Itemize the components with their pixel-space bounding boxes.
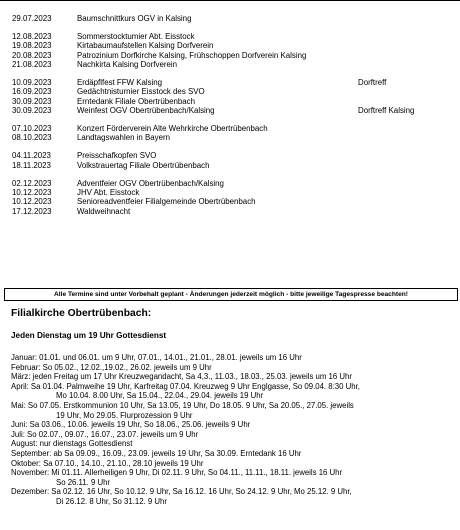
event-desc: Nachkirta Kalsing Dorfverein <box>77 59 177 69</box>
event-desc: Sommerstocktumier Abt. Eisstock <box>77 32 195 42</box>
schedule-line: Mo 10.04. 8.00 Uhr, Sa 15.04., 22.04., 29.04. jeweils 19 Uhr <box>56 391 264 401</box>
mass-schedule <box>11 353 457 507</box>
event-date: 08.10.2023 <box>12 133 52 143</box>
event-row <box>12 161 460 170</box>
event-row <box>12 106 460 115</box>
schedule-line: März: jeden Freitag um 17 Uhr Kreuzwegandacht, Sa 4,3., 11.03., 18.03., 25.03. jeweils um 16 Uhr <box>11 372 352 382</box>
weekly-service: Jeden Dienstag um 19 Uhr Gottesdienst <box>11 331 167 340</box>
schedule-line: September: ab Sa 09.09., 16.09., 23.09. jeweils 19 Uhr, Sa 30.09. Erntedank 16 Uhr <box>11 448 302 458</box>
schedule-line: April: Sa 01.04. Palmweihe 19 Uhr, Karfreitag 07.04. Kreuzweg 9 Uhr Englgasse, So 09.04. 8:30 Uhr, <box>11 381 360 391</box>
event-group <box>12 124 460 143</box>
event-desc: Landtagswahlen in Bayern <box>77 133 171 143</box>
event-date: 10.12.2023 <box>12 188 52 198</box>
event-date: 04.11.2023 <box>12 151 51 161</box>
event-date: 21.08.2023 <box>12 59 52 69</box>
event-row <box>12 97 460 106</box>
event-desc: Kirtabaumaufstellen Kalsing Dorfverein <box>77 41 214 51</box>
event-row <box>12 124 460 133</box>
event-group <box>12 151 460 170</box>
top-rule <box>0 0 460 1</box>
schedule-line: Dezember: Sa 02.12. 16 Uhr, So 10.12. 9 Uhr, Sa 16.12. 16 Uhr, So 24.12. 9 Uhr, Mo 25.12. 9 Uhr, <box>11 487 352 497</box>
events-list <box>12 14 460 225</box>
event-group <box>12 78 460 115</box>
event-group <box>12 14 460 23</box>
event-desc: JHV Abt. Eisstock <box>77 188 140 198</box>
event-desc: Erdäpflfest FFW Kalsing <box>77 78 163 88</box>
event-desc: Weinfest OGV Obertrübenbach/Kalsing <box>77 105 215 115</box>
event-desc: Volkstrauertag Filiale Obertrübenbach <box>77 160 210 170</box>
event-group <box>12 32 460 69</box>
event-row <box>12 32 460 41</box>
event-date: 07.10.2023 <box>12 124 52 134</box>
event-loc: Dorftreff Kalsing <box>358 105 415 115</box>
event-date: 10.12.2023 <box>12 197 52 207</box>
event-date: 12.08.2023 <box>12 32 52 42</box>
schedule-line: August: nur dienstags Gottesdienst <box>11 439 133 449</box>
event-date: 30.09.2023 <box>12 96 52 106</box>
schedule-line: Juni: Sa 03.06., 10.06. jeweils 19 Uhr, So 18.06., 25.06. jeweils 9 Uhr <box>11 420 251 430</box>
event-desc: Adventfeier OGV Obertrübenbach/Kalsing <box>77 178 224 188</box>
disclaimer-note: Alle Termine sind unter Vorbehalt geplant - Änderungen jederzeit möglich - bitte jeweilige Tagespresse beachten! <box>4 288 458 301</box>
event-date: 10.09.2023 <box>12 78 52 88</box>
schedule-line: November: Mi 01.11. Allerheiligen 9 Uhr, Di 02.11. 9 Uhr, So 04.11., 11.11., 18.11. jeweils 16 Uhr <box>11 468 343 478</box>
event-row <box>12 41 460 50</box>
schedule-line: 19 Uhr, Mo 29.05. Flurprozession 9 Uhr <box>56 410 193 420</box>
event-desc: Preisschafkopfen SVO <box>77 151 157 161</box>
event-row <box>12 133 460 142</box>
event-row <box>12 197 460 206</box>
event-row <box>12 188 460 197</box>
event-date: 16.09.2023 <box>12 87 52 97</box>
event-row <box>12 151 460 160</box>
event-date: 29.07.2023 <box>12 14 52 23</box>
event-desc: Konzert Förderverein Alte Wehrkirche Obertrübenbach <box>77 124 268 134</box>
event-row <box>12 207 460 216</box>
event-desc: Waldweihnacht <box>77 206 131 216</box>
event-row <box>12 78 460 87</box>
event-row <box>12 51 460 60</box>
schedule-line: Juli: So 02.07., 09.07., 16.07., 23.07. jeweils um 9 Uhr <box>11 429 199 439</box>
event-desc: Baumschnittkurs OGV in Kalsing <box>77 14 192 23</box>
event-date: 30.09.2023 <box>12 105 52 115</box>
filiale-title: Filialkirche Obertrübenbach: <box>11 308 152 319</box>
event-desc: Senioreadventfeier Filialgemeinde Obertrübenbach <box>77 197 256 207</box>
event-date: 19.08.2023 <box>12 41 52 51</box>
event-group <box>12 179 460 216</box>
schedule-line: Januar: 01.01. und 06.01. um 9 Uhr, 07.01., 14.01., 21.01., 28.01. jeweils um 16 Uhr <box>11 353 302 362</box>
event-date: 18.11.2023 <box>12 160 51 170</box>
schedule-line: Februar: So 05.02., 12.02.,19.02., 26.02. jeweils um 9 Uhr <box>11 362 212 372</box>
event-loc: Dorftreff <box>358 78 387 88</box>
event-desc: Erntedank Filiale Obertrübenbach <box>77 96 195 106</box>
event-date: 20.08.2023 <box>12 50 52 60</box>
event-date: 02.12.2023 <box>12 178 52 188</box>
schedule-line: So 26.11. 9 Uhr <box>56 477 111 487</box>
event-date: 17.12.2023 <box>12 206 52 216</box>
event-row <box>12 179 460 188</box>
schedule-line: Oktober: Sa 07.10., 14.10., 21.10., 28.10 jeweils 19 Uhr <box>11 458 204 468</box>
event-desc: Patrozinium Dorfkirche Kalsing, Frühschoppen Dorfverein Kalsing <box>77 50 307 60</box>
event-row <box>12 14 460 23</box>
event-desc: Gedächtnisturnier Eisstock des SVO <box>77 87 205 97</box>
event-row <box>12 87 460 96</box>
schedule-line: Mai: So 07.05. Erstkommunion 10 Uhr, Sa 13.05, 19 Uhr, Do 18.05. 9 Uhr, Sa 20.05., 27.05. jeweils <box>11 400 354 410</box>
event-row <box>12 60 460 69</box>
schedule-line: Di 26.12. 8 Uhr, So 31.12. 9 Uhr <box>56 496 167 506</box>
